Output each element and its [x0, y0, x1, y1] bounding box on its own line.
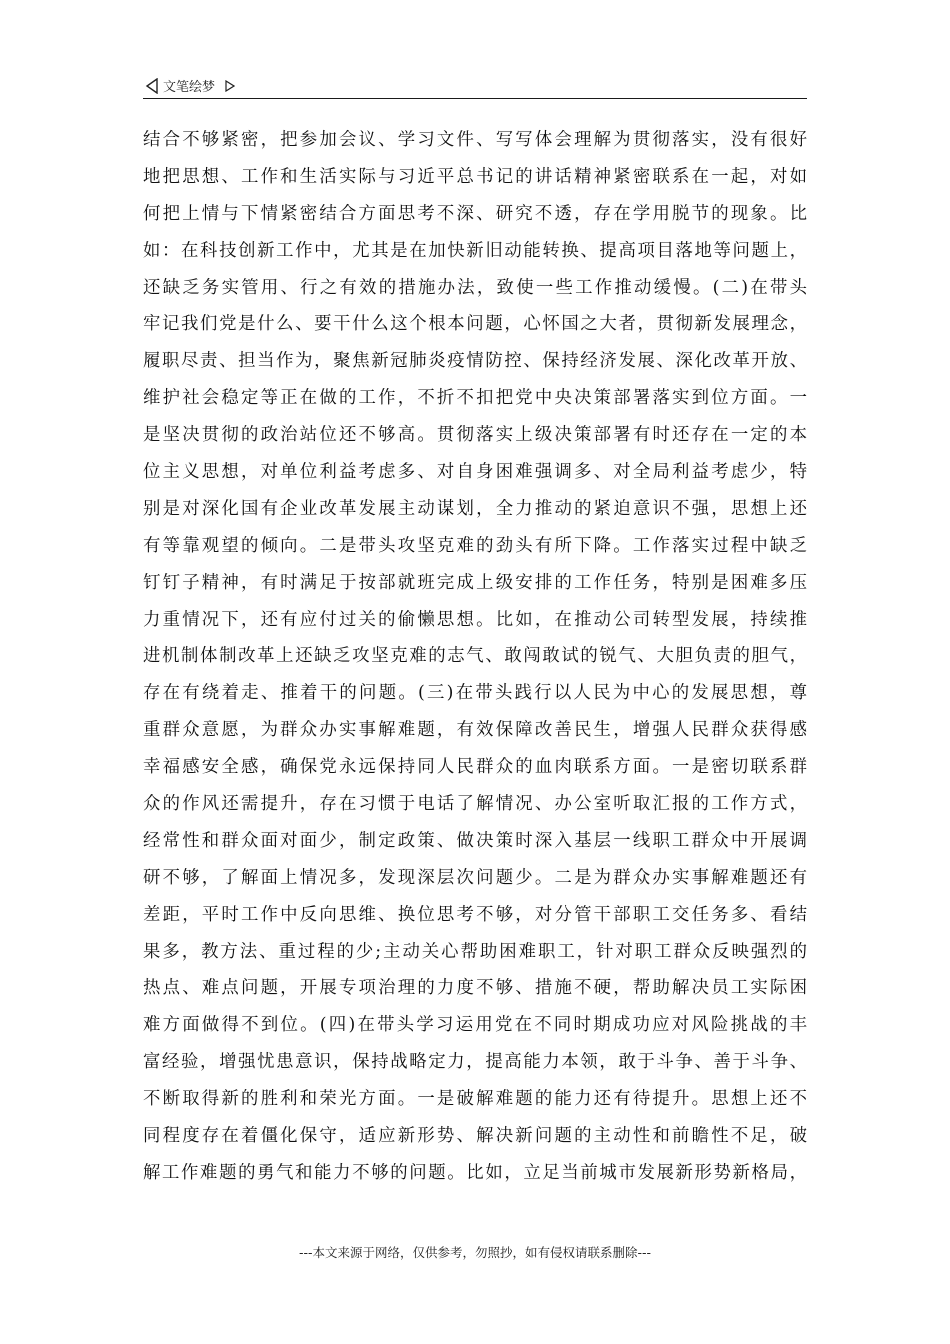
text-line: 难方面做得不到位。(四)在带头学习运用党在不同时期成功应对风险挑战的丰	[143, 1015, 807, 1036]
brand-text: 文笔绘梦	[163, 80, 216, 95]
text-line: 幸福感安全感，确保党永远保持同人民群众的血肉联系方面。一是密切联系群	[143, 757, 807, 778]
triangle-right-icon	[225, 80, 235, 92]
text-line: 果多，教方法、重过程的少;主动关心帮助困难职工，针对职工群众反映强烈的	[143, 941, 807, 962]
text-line: 热点、难点问题，开展专项治理的力度不够、措施不硬，帮助解决员工实际困	[143, 978, 807, 999]
document-body	[143, 122, 807, 1192]
text-line: 不断取得新的胜利和荣光方面。一是破解难题的能力还有待提升。思想上还不	[143, 1089, 807, 1110]
text-line: 是坚决贯彻的政治站位还不够高。贯彻落实上级决策部署有时还存在一定的本	[143, 425, 807, 446]
brand	[145, 76, 235, 95]
page-footer-disclaimer: ---本文来源于网络，仅供参考，勿照抄，如有侵权请联系删除---	[298, 1245, 652, 1260]
text-line: 如：在科技创新工作中，尤其是在加快新旧动能转换、提高项目落地等问题上，	[143, 240, 807, 261]
text-line: 何把上情与下情紧密结合方面思考不深、研究不透，存在学用脱节的现象。比	[143, 203, 807, 224]
text-line: 重群众意愿，为群众办实事解难题，有效保障改善民生，增强人民群众获得感	[143, 720, 807, 741]
text-line: 存在有绕着走、推着干的问题。(三)在带头践行以人民为中心的发展思想，尊	[143, 683, 807, 704]
text-line: 众的作风还需提升，存在习惯于电话了解情况、办公室听取汇报的工作方式，	[143, 794, 807, 815]
text-line: 同程度存在着僵化保守，适应新形势、解决新问题的主动性和前瞻性不足，破	[143, 1126, 807, 1147]
text-line: 差距，平时工作中反向思维、换位思考不够，对分管干部职工交任务多、看结	[143, 904, 807, 925]
page-header	[143, 72, 807, 99]
text-line: 力重情况下，还有应付过关的偷懒思想。比如，在推动公司转型发展，持续推	[143, 609, 807, 630]
text-line: 进机制体制改革上还缺乏攻坚克难的志气、敢闯敢试的锐气、大胆负责的胆气，	[143, 646, 807, 667]
text-line: 维护社会稳定等正在做的工作，不折不扣把党中央决策部署落实到位方面。一	[143, 388, 807, 409]
text-line: 研不够，了解面上情况多，发现深层次问题少。二是为群众办实事解难题还有	[143, 867, 807, 888]
text-line: 解工作难题的勇气和能力不够的问题。比如，立足当前城市发展新形势新格局，	[143, 1162, 807, 1183]
text-line: 经常性和群众面对面少，制定政策、做决策时深入基层一线职工群众中开展调	[143, 830, 807, 851]
text-line: 牢记我们党是什么、要干什么这个根本问题，心怀国之大者，贯彻新发展理念，	[143, 314, 807, 335]
text-line: 有等靠观望的倾向。二是带头攻坚克难的劲头有所下降。工作落实过程中缺乏	[143, 535, 807, 556]
triangle-left-icon	[145, 78, 159, 94]
text-line: 钉钉子精神，有时满足于按部就班完成上级安排的工作任务，特别是困难多压	[143, 572, 807, 593]
text-line: 履职尽责、担当作为，聚焦新冠肺炎疫情防控、保持经济发展、深化改革开放、	[143, 351, 807, 372]
text-line: 还缺乏务实管用、行之有效的措施办法，致使一些工作推动缓慢。(二)在带头	[143, 277, 807, 298]
text-line: 富经验，增强忧患意识，保持战略定力，提高能力本领，敢于斗争、善于斗争、	[143, 1052, 807, 1073]
text-line: 位主义思想，对单位利益考虑多、对自身困难强调多、对全局利益考虑少，特	[143, 462, 807, 483]
text-line: 地把思想、工作和生活实际与习近平总书记的讲话精神紧密联系在一起，对如	[143, 166, 807, 187]
text-line: 结合不够紧密，把参加会议、学习文件、写写体会理解为贯彻落实，没有很好	[143, 130, 807, 150]
text-line: 别是对深化国有企业改革发展主动谋划，全力推动的紧迫意识不强，思想上还	[143, 498, 807, 519]
